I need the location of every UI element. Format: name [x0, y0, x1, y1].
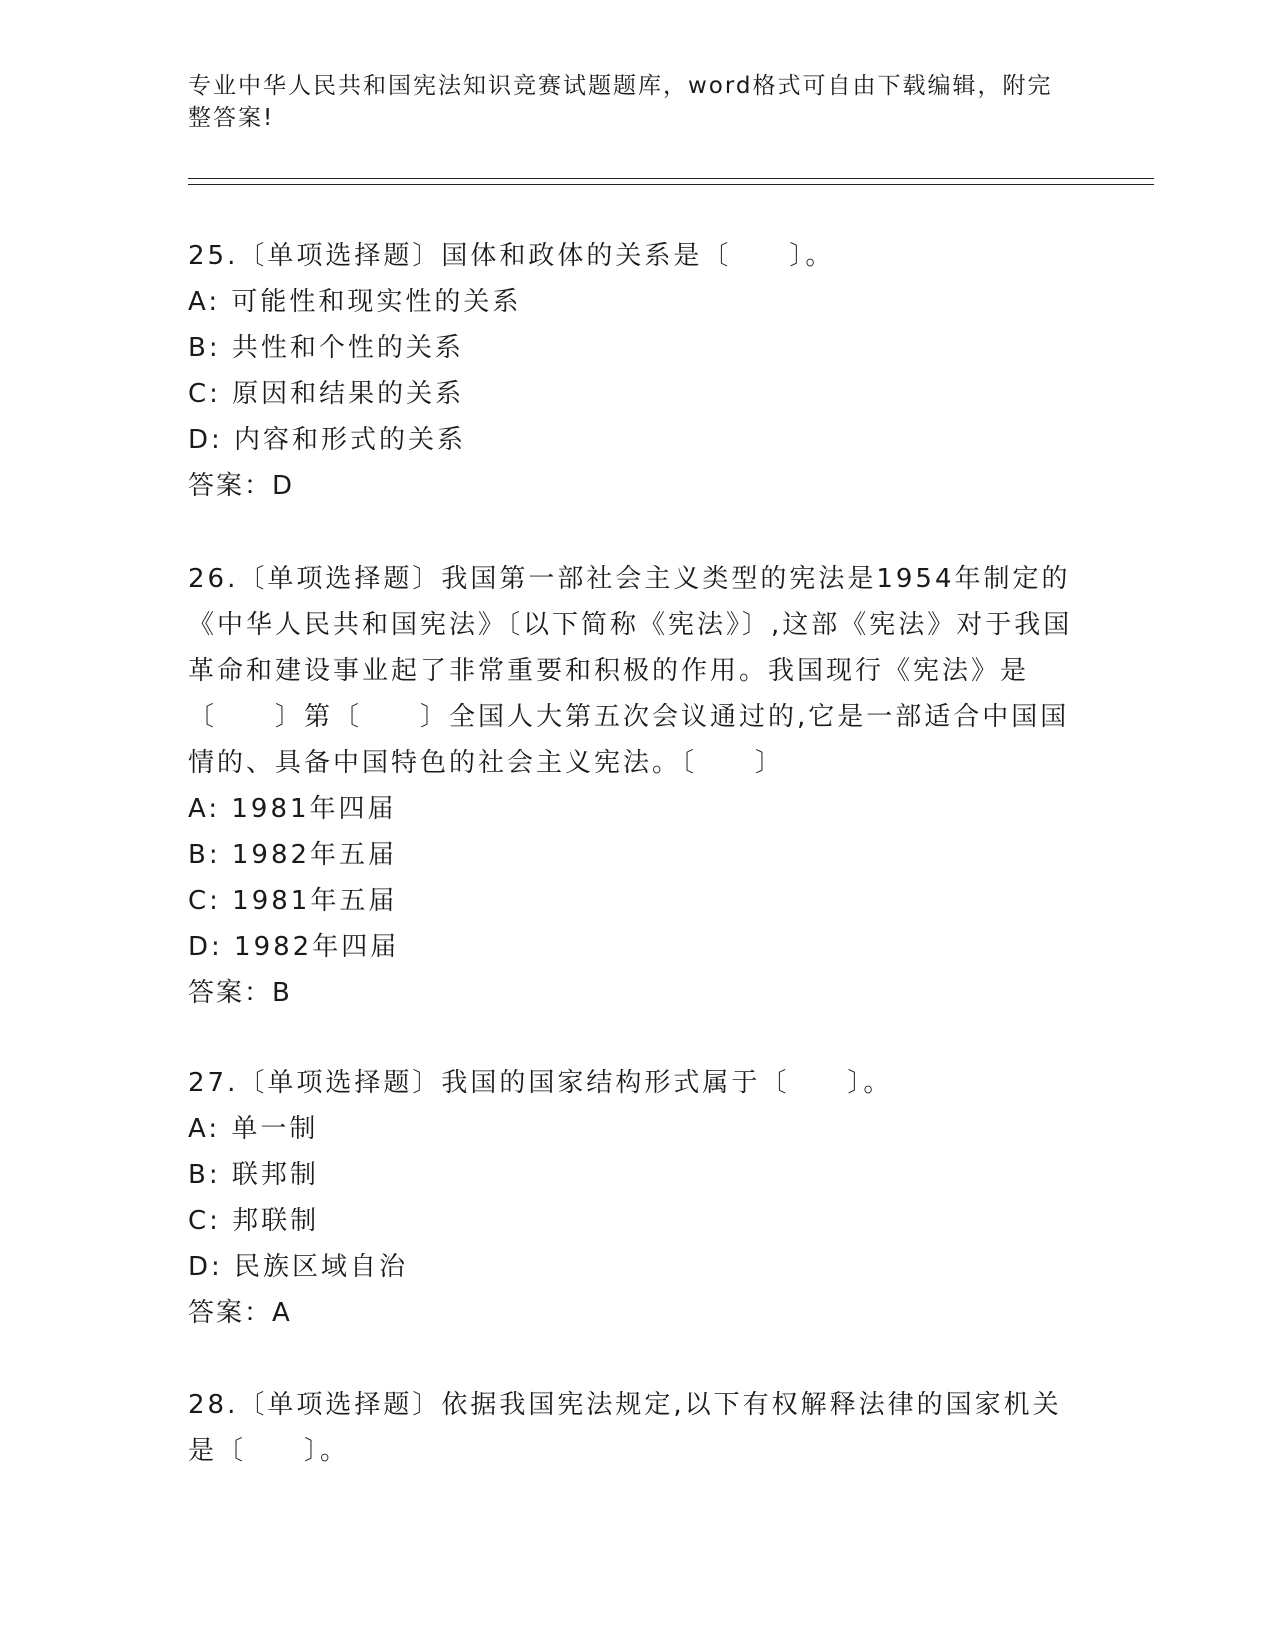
answer: 答案：D — [188, 471, 295, 501]
option-c: C: 1981年五届 — [188, 886, 398, 916]
option-d: D: 1982年四届 — [188, 932, 400, 962]
answer: 答案：A — [188, 1298, 292, 1328]
option-b: B: 联邦制 — [188, 1160, 319, 1190]
option-d: D: 内容和形式的关系 — [188, 425, 467, 455]
question-stem: 26.〔单项选择题〕我国第一部社会主义类型的宪法是1954年制定的《中华人民共和国宪法》〔以下简称《宪法》〕,这部《宪法》对于我国革命和建设事业起了非常重要和积极的作用。我国现行《宪法》是〔 〕第〔 〕全国人大第五次会议通过的,它是一部适合中国国情的、具备中国特色的社会主义宪法。〔 〕 — [188, 564, 1073, 778]
option-c: C: 原因和结果的关系 — [188, 379, 465, 409]
option-b: B: 1982年五届 — [188, 840, 398, 870]
question-27 — [188, 1060, 1088, 1336]
question-26 — [188, 556, 1088, 1016]
question-28 — [188, 1382, 1088, 1474]
answer: 答案：B — [188, 978, 292, 1008]
option-a: A: 单一制 — [188, 1114, 319, 1144]
header-rule-top — [188, 178, 1154, 179]
question-stem: 25.〔单项选择题〕国体和政体的关系是〔 〕。 — [188, 241, 835, 271]
document-header: 专业中华人民共和国宪法知识竞赛试题题库，word格式可自由下载编辑，附完整答案! — [188, 73, 1053, 131]
option-c: C: 邦联制 — [188, 1206, 320, 1236]
header-rule-bottom — [188, 184, 1154, 185]
question-25 — [188, 233, 1088, 509]
option-a: A: 1981年四届 — [188, 794, 397, 824]
option-b: B: 共性和个性的关系 — [188, 333, 464, 363]
question-stem: 28.〔单项选择题〕依据我国宪法规定,以下有权解释法律的国家机关是〔 〕。 — [188, 1390, 1062, 1466]
option-d: D: 民族区域自治 — [188, 1252, 409, 1282]
question-stem: 27.〔单项选择题〕我国的国家结构形式属于〔 〕。 — [188, 1068, 893, 1098]
option-a: A: 可能性和现实性的关系 — [188, 287, 522, 317]
